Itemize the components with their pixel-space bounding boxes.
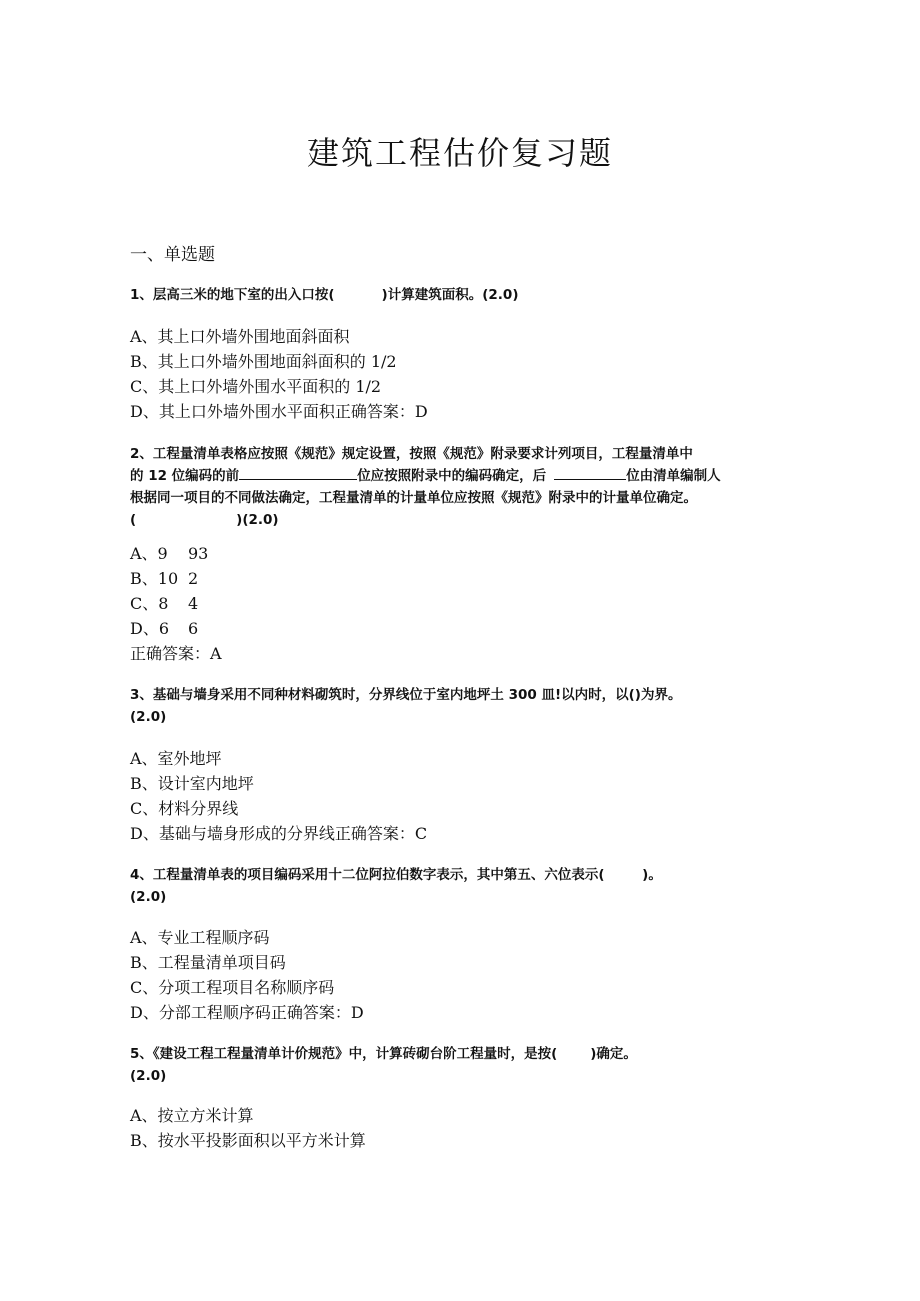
question-4-options (130, 925, 364, 1025)
question-text-line-3: 根据同一项目的不同做法确定，工程量清单的计量单位应按照《规范》附录中的计量单位确定。 (130, 490, 697, 506)
question-5-options (130, 1103, 366, 1153)
correct-answer: 正确答案：A (130, 644, 222, 663)
question-2 (130, 443, 780, 531)
question-1 (130, 284, 780, 306)
option-b: B、工程量清单项目码 (130, 953, 286, 972)
option-c (130, 591, 222, 616)
question-text-part: ( (130, 512, 137, 528)
option-a: A、按立方米计算 (130, 1106, 254, 1125)
question-text-part: 的 12 位编码的前 (130, 468, 240, 484)
question-text-line-1: 3、基础与墙身采用不同种材料砌筑时，分界线位于室内地坪土 300 皿!以内时，以()为界。 (130, 687, 682, 703)
question-text-part: 位应按照附录中的编码确定，后 (357, 468, 547, 484)
question-3-options (130, 746, 427, 846)
option-value: 6 (188, 619, 199, 638)
question-text-line-2: (2.0) (130, 889, 167, 905)
option-c: C、分项工程项目名称顺序码 (130, 978, 335, 997)
question-text-part: 位由清单编制人 (626, 468, 721, 484)
question-text-line-2: (2.0) (130, 1068, 167, 1084)
option-c: C、其上口外墙外围水平面积的 1/2 (130, 377, 382, 396)
page-title: 建筑工程估价复习题 (306, 134, 613, 172)
option-c: C、材料分界线 (130, 799, 239, 818)
question-4 (130, 864, 780, 908)
question-text-line-2: (2.0) (130, 709, 167, 725)
question-5 (130, 1043, 780, 1087)
option-a: A、室外地坪 (130, 749, 222, 768)
question-text-line-1: 2、工程量清单表格应按照《规范》规定设置，按照《规范》附录要求计列项目，工程量清单中 (130, 446, 693, 462)
question-2-options (130, 541, 222, 666)
option-a: A、专业工程顺序码 (130, 928, 270, 947)
option-value: 2 (188, 569, 199, 588)
option-d (130, 616, 222, 641)
option-value: 93 (188, 544, 209, 563)
question-1-options (130, 324, 428, 424)
fill-blank-1 (239, 465, 357, 480)
option-a (130, 541, 222, 566)
question-text-line-2 (130, 465, 780, 487)
option-b: B、其上口外墙外围地面斜面积的 1/2 (130, 352, 397, 371)
question-text-line-1: 4、工程量清单表的项目编码采用十二位阿拉伯数字表示，其中第五、六位表示( )。 (130, 867, 662, 883)
question-text-part: )(2.0) (236, 512, 279, 528)
option-d: D、基础与墙身形成的分界线正确答案：C (130, 824, 428, 843)
option-b (130, 566, 222, 591)
option-b: B、设计室内地坪 (130, 774, 254, 793)
question-text-line-1: 5、《建设工程工程量清单计价规范》中，计算砖砌台阶工程量时，是按( )确定。 (130, 1046, 637, 1062)
option-label: B、10 (130, 569, 179, 588)
question-text: 1、层高三米的地下室的出入口按( )计算建筑面积。(2.0) (130, 287, 519, 303)
option-label: A、9 (130, 544, 168, 563)
option-a: A、其上口外墙外围地面斜面积 (130, 327, 350, 346)
option-b: B、按水平投影面积以平方米计算 (130, 1131, 366, 1150)
option-value: 4 (188, 594, 199, 613)
option-label: D、6 (130, 619, 170, 638)
option-d: D、分部工程顺序码正确答案：D (130, 1003, 364, 1022)
fill-blank-2 (554, 465, 626, 480)
option-d: D、其上口外墙外围水平面积正确答案：D (130, 402, 428, 421)
section-heading: 一、单选题 (130, 245, 215, 265)
question-3 (130, 684, 780, 728)
option-label: C、8 (130, 594, 169, 613)
question-text-line-4 (130, 509, 780, 531)
